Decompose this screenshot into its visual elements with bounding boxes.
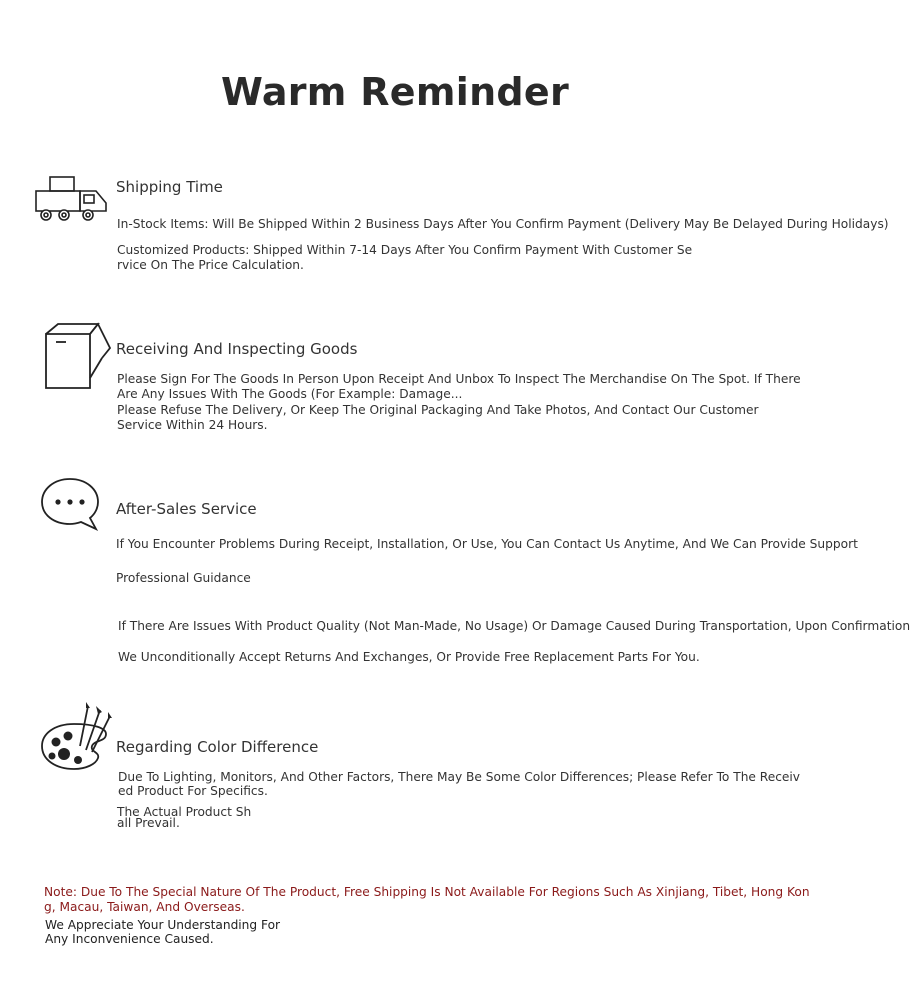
- section-text: We Unconditionally Accept Returns And Exchanges, Or Provide Free Replacement Parts For You.: [118, 650, 700, 664]
- chat-bubble-icon: [40, 477, 102, 533]
- page-title: Warm Reminder: [220, 70, 570, 114]
- section-heading: After-Sales Service: [116, 500, 257, 518]
- thanks-message: [45, 918, 280, 946]
- section-heading: Receiving And Inspecting Goods: [116, 340, 358, 358]
- section-heading: Regarding Color Difference: [116, 738, 319, 756]
- section-text: all Prevail.: [117, 816, 180, 830]
- section-text: Please Refuse The Delivery, Or Keep The Original Packaging And Take Photos, And Contact Our Customer: [117, 403, 759, 417]
- note-line: Note: Due To The Special Nature Of The Product, Free Shipping Is Not Available For Regions Such As Xinjiang, Tibet, Hong Kon: [44, 885, 810, 899]
- section-shipping: [0, 150, 889, 280]
- section-text: Service Within 24 Hours.: [117, 418, 268, 432]
- thanks-line: Any Inconvenience Caused.: [45, 932, 214, 946]
- section-heading: Shipping Time: [116, 178, 223, 196]
- section-receiving: [0, 318, 801, 438]
- note-line: g, Macau, Taiwan, And Overseas.: [44, 900, 245, 914]
- section-text: In-Stock Items: Will Be Shipped Within 2 Business Days After You Confirm Payment (Delivery May Be Delayed During Holidays): [117, 217, 889, 231]
- section-text: ed Product For Specifics.: [118, 784, 268, 798]
- box-icon: [40, 322, 112, 392]
- section-text: Professional Guidance: [116, 571, 251, 585]
- section-text: rvice On The Price Calculation.: [117, 258, 304, 272]
- section-after-sales: [0, 475, 910, 675]
- section-text: Are Any Issues With The Goods (For Example: Damage...: [117, 387, 463, 401]
- section-text: If You Encounter Problems During Receipt, Installation, Or Use, You Can Contact Us Anytime, And We Can Provide Support: [116, 537, 858, 551]
- section-text: Please Sign For The Goods In Person Upon Receipt And Unbox To Inspect The Merchandise On The Spot. If There: [117, 372, 801, 386]
- truck-icon: [34, 158, 114, 238]
- section-text: The Actual Product Sh: [117, 805, 252, 819]
- section-color-difference: [0, 700, 801, 840]
- paint-palette-icon: [40, 702, 116, 772]
- section-text: Due To Lighting, Monitors, And Other Factors, There May Be Some Color Differences; Please Refer To The Receiv: [118, 770, 801, 784]
- section-text: Customized Products: Shipped Within 7-14 Days After You Confirm Payment With Customer Se: [117, 243, 693, 257]
- shipping-note: [44, 885, 810, 915]
- thanks-line: We Appreciate Your Understanding For: [45, 918, 281, 932]
- section-text: If There Are Issues With Product Quality (Not Man-Made, No Usage) Or Damage Caused During Transportation, Upon Confirmation: [118, 619, 910, 633]
- title-area: [0, 0, 790, 160]
